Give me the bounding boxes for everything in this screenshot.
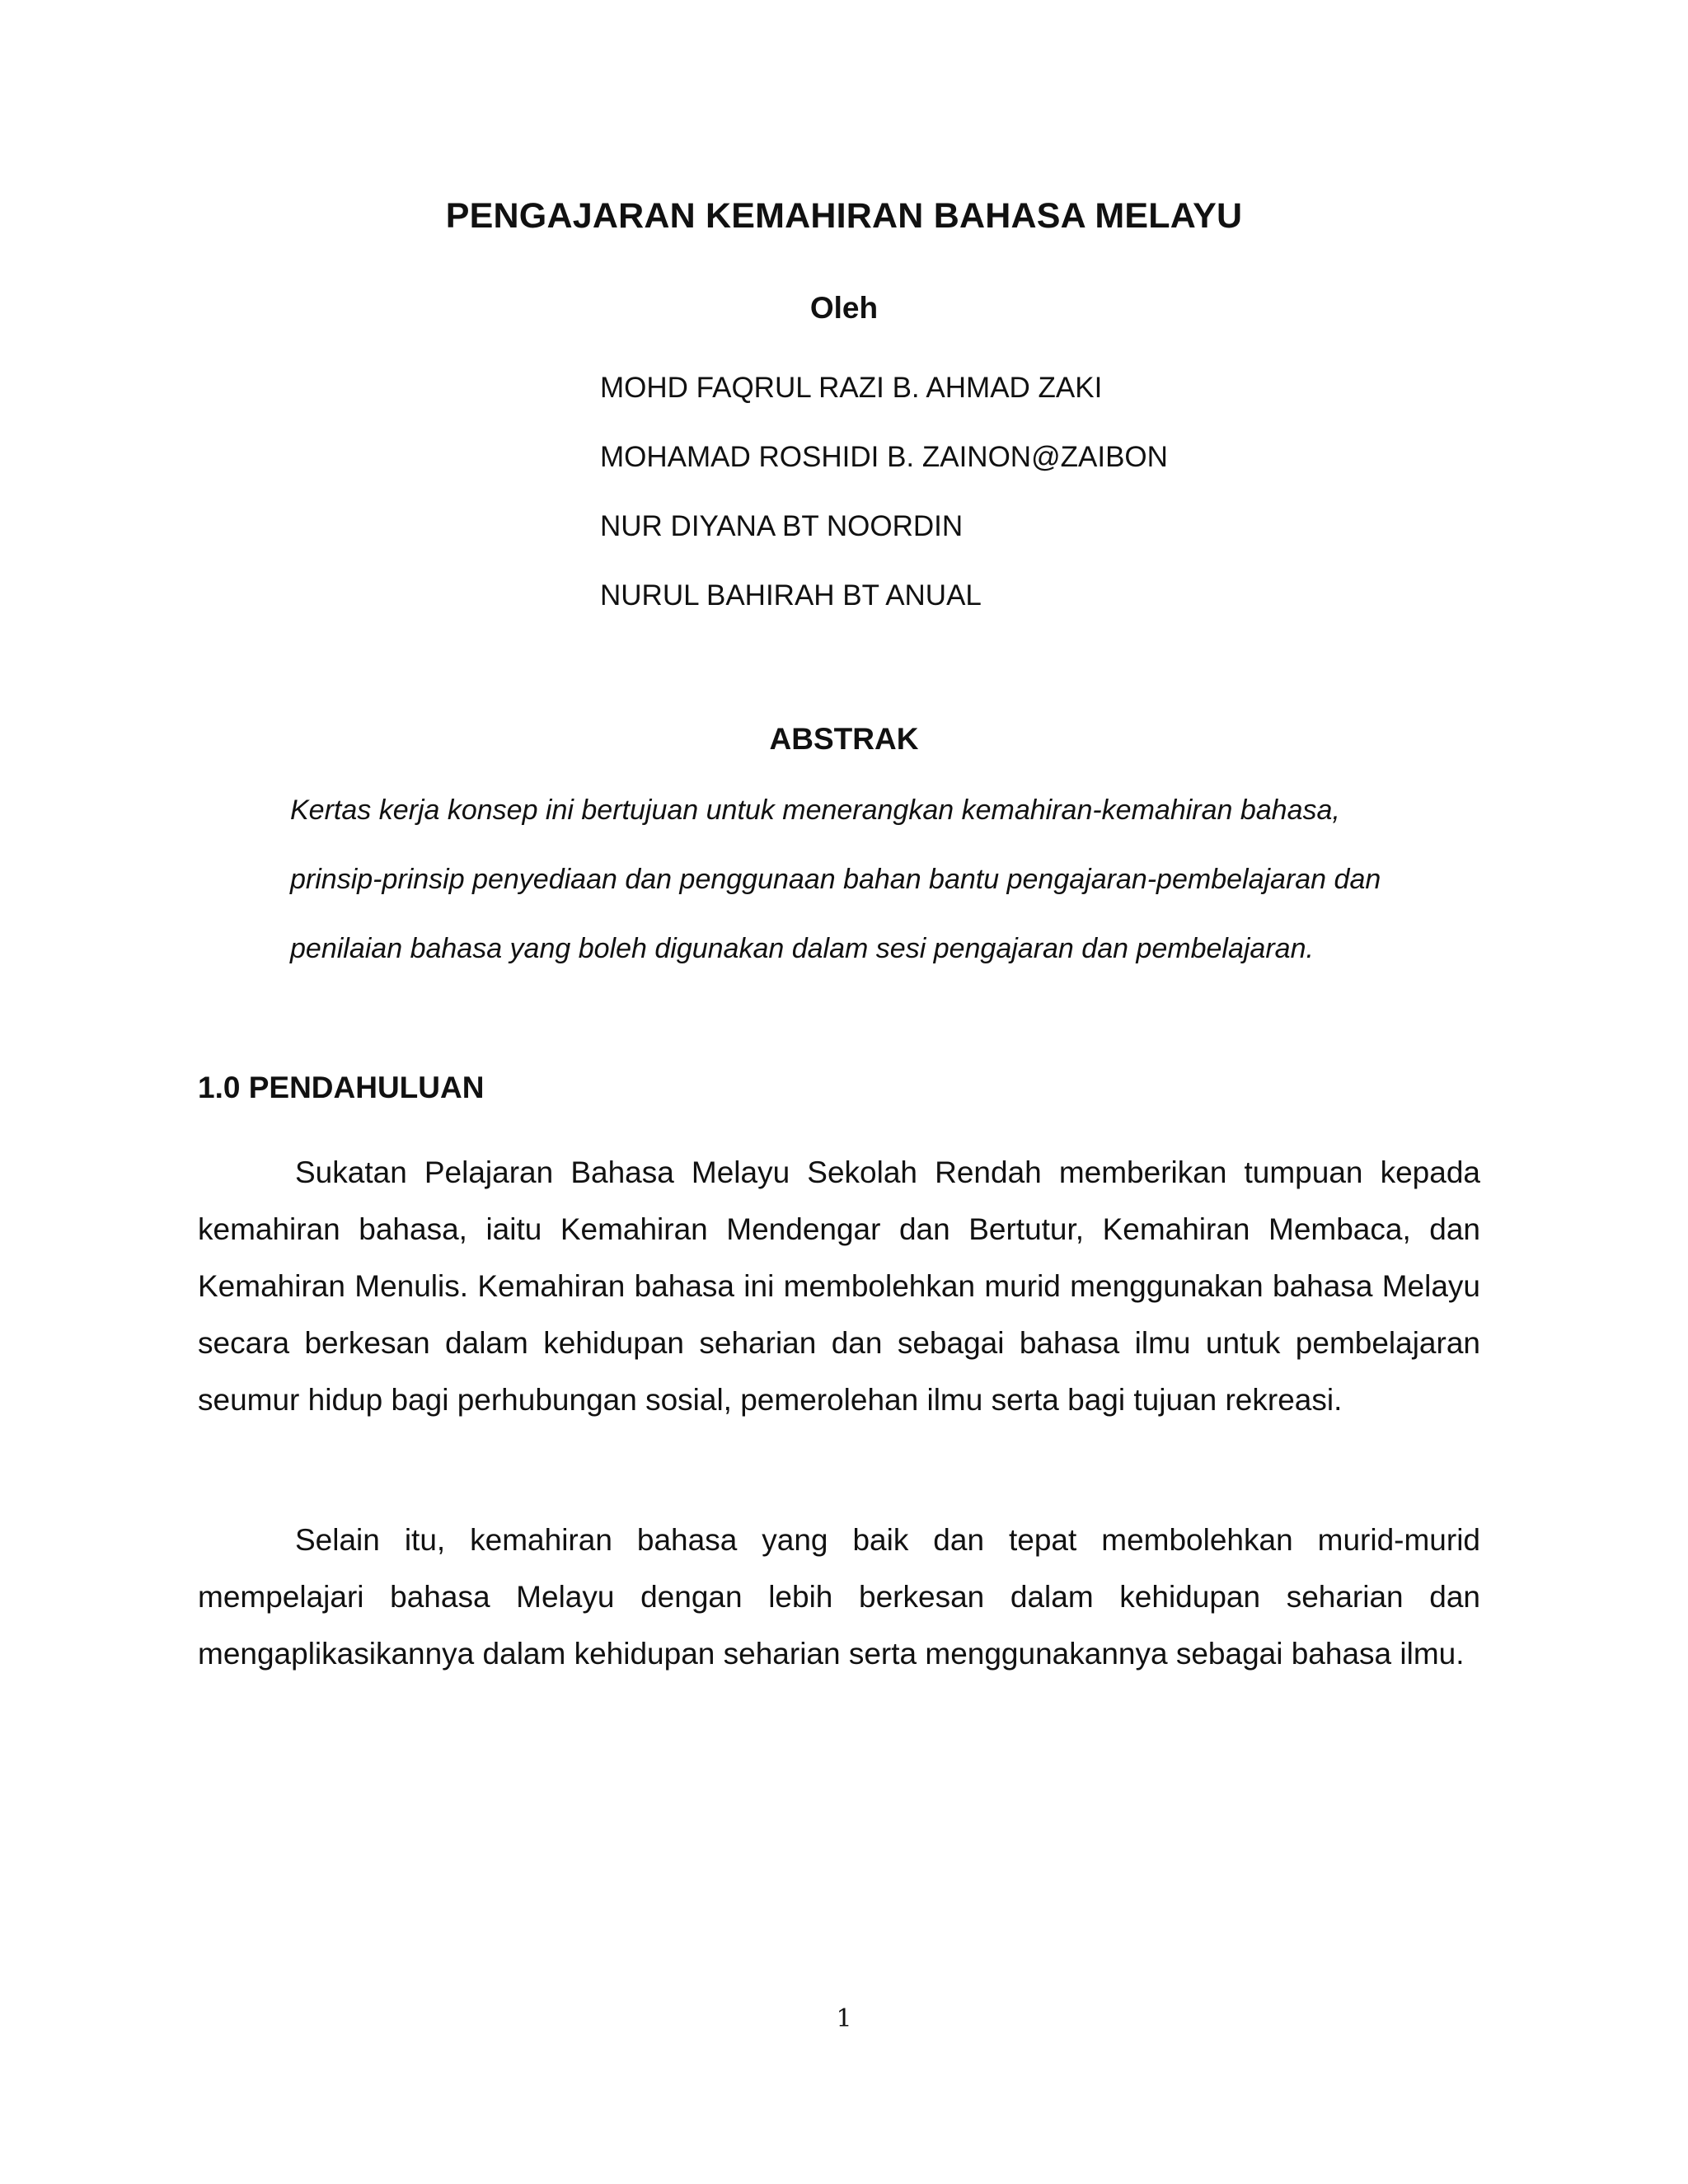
author-name: NUR DIYANA BT NOORDIN [600,510,964,542]
abstract-line: penilaian bahasa yang boleh digunakan dalam sesi pengajaran dan pembelajaran. [290,933,1314,964]
body-paragraph: Selain itu, kemahiran bahasa yang baik dan tepat membolehkan murid-murid mempelajari bahasa Melayu dengan lebih berkesan dalam kehidupan seharian dan mengaplikasikannya dalam kehidupan seharian serta menggunakannya sebagai bahasa ilmu. [198,1523,1480,1671]
paper-title: PENGAJARAN KEMAHIRAN BAHASA MELAYU [445,196,1243,236]
author-name: MOHAMAD ROSHIDI B. ZAINON@ZAIBON [600,441,1168,473]
byline: Oleh [809,291,879,325]
section-heading: 1.0 PENDAHULUAN [198,1071,485,1104]
author-list [600,372,1168,649]
abstract-line: prinsip-prinsip penyediaan dan penggunaan bahan bantu pengajaran-pembelajaran dan [290,864,1381,895]
abstract-line: Kertas kerja konsep ini bertujuan untuk menerangkan kemahiran-kemahiran bahasa, [290,794,1340,826]
abstract-body [290,794,1477,1001]
body-paragraph: Sukatan Pelajaran Bahasa Melayu Sekolah Rendah memberikan tumpuan kepada kemahiran bahasa, iaitu Kemahiran Mendengar dan Bertutur, Kemahiran Membaca, dan Kemahiran Menulis. Kemahiran bahasa ini membolehkan murid menggunakan bahasa Melayu secara berkesan dalam kehidupan seharian dan sebagai bahasa ilmu untuk pembelajaran seumur hidup bagi perhubungan sosial, pemerolehan ilmu serta bagi tujuan rekreasi. [198,1155,1480,1417]
author-name: MOHD FAQRUL RAZI B. AHMAD ZAKI [600,372,1103,404]
page-number: 1 [836,2004,852,2033]
author-name: NURUL BAHIRAH BT ANUAL [600,579,982,612]
abstract-heading: ABSTRAK [769,722,919,756]
